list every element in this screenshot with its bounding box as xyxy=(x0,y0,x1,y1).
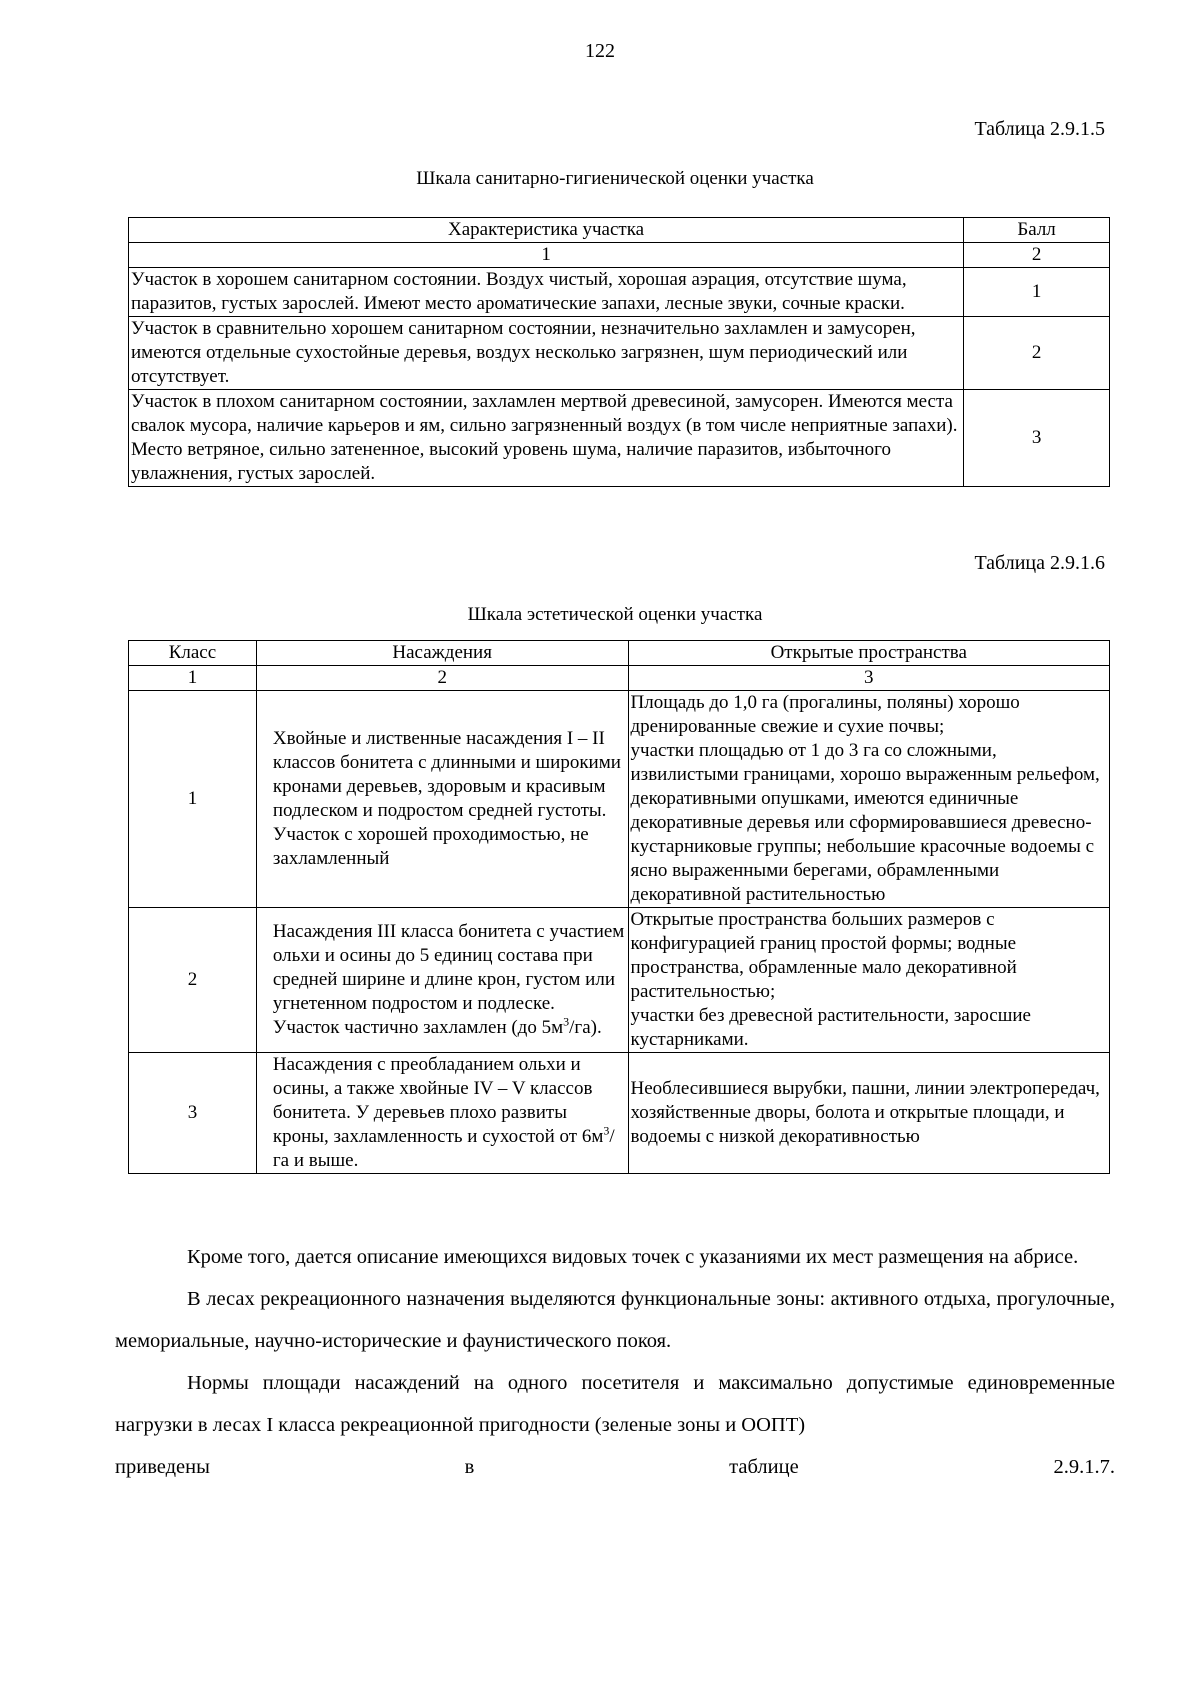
table-caption-2: Шкала эстетической оценки участка xyxy=(467,604,763,625)
characteristic-cell: Участок в сравнительно хорошем санитарном состоянии, незначительно захламлен и замусорен, имеются отдельные сухостойные деревья, воздух несколько загрязнен, шум периодический или отсутствует. xyxy=(129,317,964,390)
table-label-2: Таблица 2.9.1.6 xyxy=(974,552,1105,574)
score-cell: 2 xyxy=(964,317,1110,390)
header-score: Балл xyxy=(964,218,1110,243)
col-number: 3 xyxy=(628,666,1109,691)
table-row xyxy=(129,908,1110,1053)
header-class: Класс xyxy=(129,641,257,666)
plantings-text: /га и выше. xyxy=(272,1126,615,1171)
paragraph: Кроме того, дается описание имеющихся видовых точек с указаниями их мест размещения на абрисе. xyxy=(187,1246,1079,1268)
sanitary-scale-table xyxy=(128,217,1110,487)
col-number: 2 xyxy=(964,243,1110,268)
table-row xyxy=(129,390,1110,487)
open-spaces-line: участки площадью от 1 до 3 га со сложными, извилистыми границами, хорошо выраженным рельефом, декоративными опушками, имеются единичные декоративные деревья или сформировавшиеся древесно-кустарниковые группы; небольшие красочные водоемы с ясно выраженными берегами, обрамленными декоративной растительностью xyxy=(630,740,1100,905)
score-cell: 1 xyxy=(964,268,1110,317)
aesthetic-scale-table xyxy=(128,640,1110,1174)
header-open-spaces: Открытые пространства xyxy=(628,641,1109,666)
table-header-row xyxy=(129,218,1110,243)
open-spaces-cell xyxy=(628,908,1109,1053)
plantings-text: Насаждения с преобладанием ольхи и осины, а также хвойные IV – V классов бонитета. У деревьев плохо развиты кроны, захламленность и сухостой от 6м xyxy=(272,1054,604,1147)
table-caption-1: Шкала санитарно-гигиенической оценки участка xyxy=(416,168,814,189)
paragraph-last-line xyxy=(115,1446,1115,1488)
open-spaces-cell: Необлесившиеся вырубки, пашни, линии электропередач, хозяйственные дворы, болота и открытые площади, и водоемы с низкой декоративностью xyxy=(628,1053,1109,1174)
column-number-row xyxy=(129,666,1110,691)
plantings-text: Насаждения III класса бонитета с участием ольхи и осины до 5 единиц состава при средней ширине и длине крон, густом или угнетенном подростом и подлеске. Участок частично захламлен (до 5м xyxy=(272,921,625,1038)
characteristic-cell: Участок в хорошем санитарном состоянии. Воздух чистый, хорошая аэрация, отсутствие шума, паразитов, густых зарослей. Имеют место ароматические запахи, лесные звуки, сочные краски. xyxy=(129,268,964,317)
word: приведены xyxy=(115,1456,210,1478)
word: 2.9.1.7. xyxy=(1053,1456,1115,1478)
characteristic-cell: Участок в плохом санитарном состоянии, захламлен мертвой древесиной, замусорен. Имеются места свалок мусора, наличие карьеров и ям, сильно загрязненный воздух (в том числе неприятные запахи). Место ветряное, сильно затененное, высокий уровень шума, наличие паразитов, избыточного увлажнения, густых зарослей. xyxy=(129,390,964,487)
plantings-cell xyxy=(256,1053,628,1174)
open-spaces-line: участки без древесной растительности, заросшие кустарниками. xyxy=(630,1005,1031,1050)
table-row xyxy=(129,1053,1110,1174)
class-cell: 3 xyxy=(129,1053,257,1174)
table-label-1: Таблица 2.9.1.5 xyxy=(974,118,1105,140)
table-row xyxy=(129,691,1110,908)
word: таблице xyxy=(729,1456,799,1478)
class-cell: 2 xyxy=(129,908,257,1053)
table-row xyxy=(129,317,1110,390)
open-spaces-line: Открытые пространства больших размеров с конфигурацией границ простой формы; водные пространства, обрамленные мало декоративной растительностью; xyxy=(630,909,1017,1002)
table-row xyxy=(129,268,1110,317)
score-cell: 3 xyxy=(964,390,1110,487)
header-characteristic: Характеристика участка xyxy=(129,218,964,243)
header-plantings: Насаждения xyxy=(256,641,628,666)
paragraph: Нормы площади насаждений на одного посетителя и максимально допустимые единовременные нагрузки в лесах I класса рекреационной пригодности (зеленые зоны и ООПТ) xyxy=(115,1372,1115,1436)
class-cell: 1 xyxy=(129,691,257,908)
paragraph: В лесах рекреационного назначения выделяются функциональные зоны: активного отдыха, прогулочные, мемориальные, научно-исторические и фаунистического покоя. xyxy=(115,1288,1115,1352)
plantings-text: /га). xyxy=(569,1017,602,1038)
open-spaces-line: Площадь до 1,0 га (прогалины, поляны) хорошо дренированные свежие и сухие почвы; xyxy=(630,692,1020,737)
word: в xyxy=(464,1456,475,1478)
body-text xyxy=(115,1236,1115,1488)
superscript: 3 xyxy=(563,1014,570,1029)
column-number-row xyxy=(129,243,1110,268)
plantings-cell: Хвойные и лиственные насаждения I – II классов бонитета с длинными и широкими кронами деревьев, здоровым и красивым подлеском и подростом средней густоты. Участок с хорошей проходимостью, не захламленный xyxy=(256,691,628,908)
page-number: 122 xyxy=(585,40,615,62)
col-number: 2 xyxy=(256,666,628,691)
superscript: 3 xyxy=(603,1123,610,1138)
open-spaces-cell xyxy=(628,691,1109,908)
col-number: 1 xyxy=(129,666,257,691)
table-header-row xyxy=(129,641,1110,666)
col-number: 1 xyxy=(129,243,964,268)
plantings-cell xyxy=(256,908,628,1053)
